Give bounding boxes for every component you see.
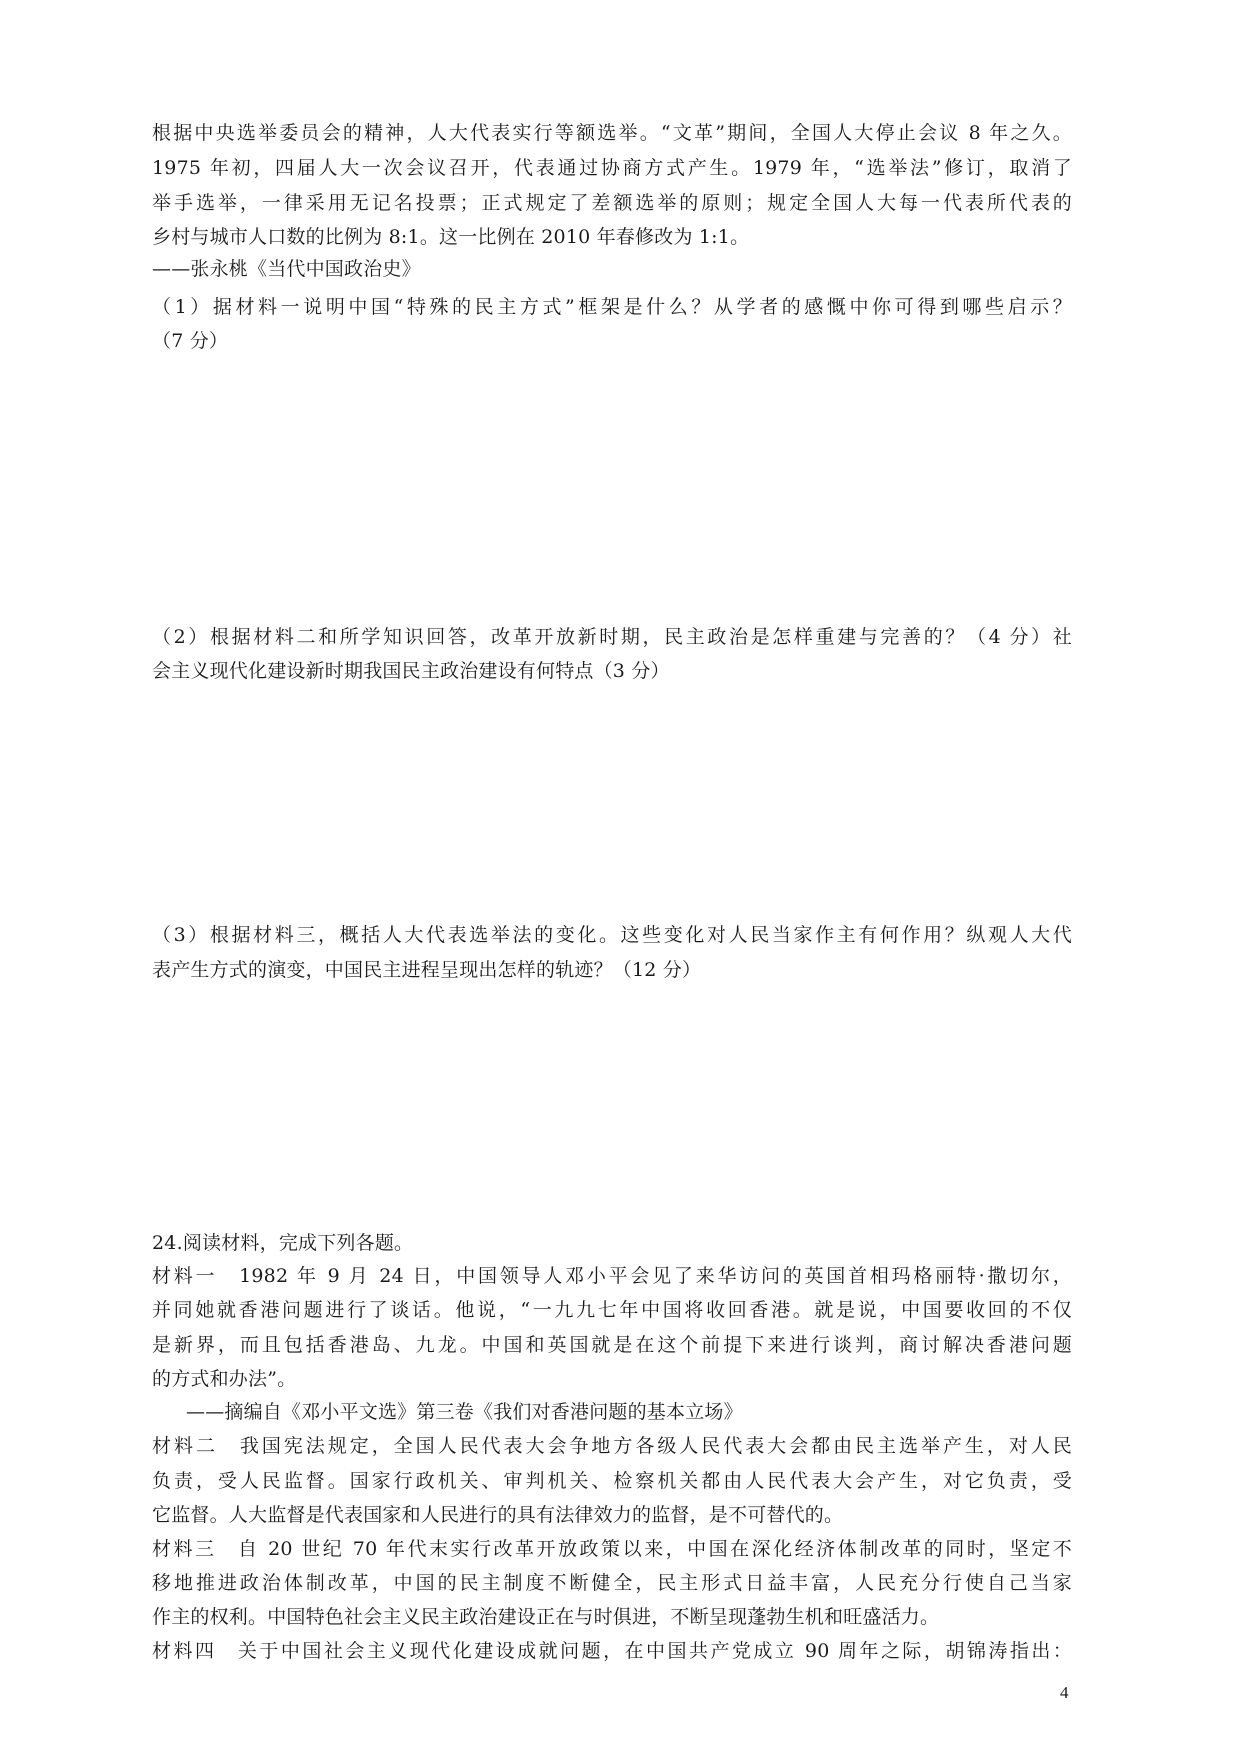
q24-material1-source: ——摘编自《邓小平文选》第三卷《我们对香港问题的基本立场》	[186, 1401, 743, 1423]
material3-source: ——张永桃《当代中国政治史》	[152, 258, 421, 280]
q24-material1-line-4: 的方式和办法”。	[152, 1368, 297, 1390]
q24-material4-line-1: 材料四 关于中国社会主义现代化建设成就问题，在中国共产党成立 90 周年之际，胡锦涛指出：	[152, 1640, 1072, 1662]
material3-line-3: 举手选举，一律采用无记名投票；正式规定了差额选举的原则；规定全国人大每一代表所代表的	[152, 192, 1072, 214]
q24-material3-line-2: 移地推进政治体制改革，中国的民主制度不断健全，民主形式日益丰富，人民充分行使自己当家	[152, 1572, 1072, 1594]
q24-material2-line-2: 负责，受人民监督。国家行政机关、审判机关、检察机关都由人民代表大会产生，对它负责，受	[152, 1470, 1072, 1492]
q24-material2-line-3: 它监督。人大监督是代表国家和人民进行的具有法律效力的监督，是不可替代的。	[152, 1504, 844, 1526]
q24-material1-line-2: 并同她就香港问题进行了谈话。他说，“一九九七年中国将收回香港。就是说，中国要收回的不仅	[152, 1299, 1072, 1321]
q24-material1-line-1: 材料一 1982 年 9 月 24 日，中国领导人邓小平会见了来华访问的英国首相玛格丽特·撒切尔，	[152, 1265, 1072, 1287]
question-2-line-1: （2）根据材料二和所学知识回答，改革开放新时期，民主政治是怎样重建与完善的？（4 分）社	[152, 626, 1072, 648]
page-number: 4	[1060, 1683, 1069, 1702]
q24-material3-line-1: 材料三 自 20 世纪 70 年代末实行改革开放政策以来，中国在深化经济体制改革的同时，坚定不	[152, 1538, 1072, 1560]
question-3-line-1: （3）根据材料三，概括人大代表选举法的变化。这些变化对人民当家作主有何作用？纵观人大代	[152, 924, 1072, 946]
material3-line-4: 乡村与城市人口数的比例为 8:1。这一比例在 2010 年春修改为 1:1。	[152, 226, 750, 248]
q24-title: 24.阅读材料，完成下列各题。	[152, 1232, 414, 1254]
question-1-line-2: （7 分）	[152, 330, 229, 352]
question-1-line-1: （1）据材料一说明中国“特殊的民主方式”框架是什么？从学者的感慨中你可得到哪些启示？	[152, 296, 1072, 318]
q24-material3-line-3: 作主的权利。中国特色社会主义民主政治建设正在与时俱进，不断呈现蓬勃生机和旺盛活力。	[152, 1606, 940, 1628]
question-3-line-2: 表产生方式的演变，中国民主进程呈现出怎样的轨迹？（12 分）	[152, 959, 702, 981]
question-2-line-2: 会主义现代化建设新时期我国民主政治建设有何特点（3 分）	[152, 660, 670, 682]
material3-line-2: 1975 年初，四届人大一次会议召开，代表通过协商方式产生。1979 年，“选举法”修订，取消了	[152, 157, 1072, 179]
q24-material1-line-3: 是新界，而且包括香港岛、九龙。中国和英国就是在这个前提下来进行谈判，商讨解决香港问题	[152, 1334, 1072, 1356]
q24-material2-line-1: 材料二 我国宪法规定，全国人民代表大会争地方各级人民代表大会都由民主选举产生，对人民	[152, 1435, 1072, 1457]
material3-line-1: 根据中央选举委员会的精神，人大代表实行等额选举。“文革”期间，全国人大停止会议 8 年之久。	[152, 122, 1072, 144]
